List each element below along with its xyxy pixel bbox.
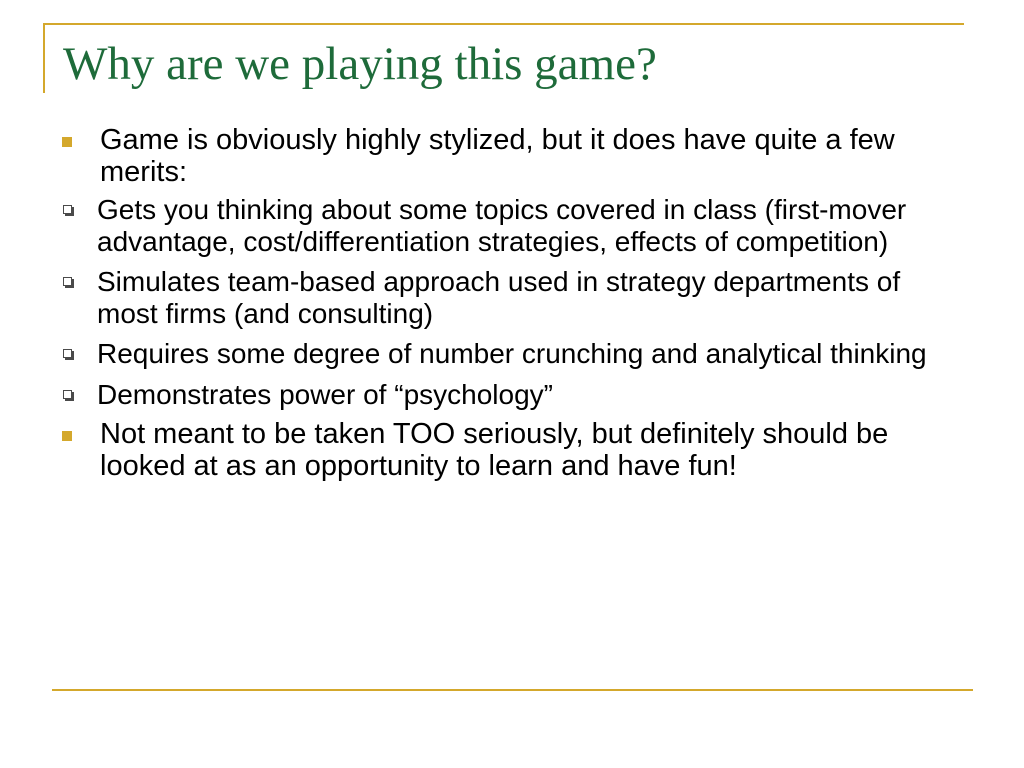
slide-content [60,125,960,486]
bullet-game-merits [60,125,960,188]
subbullet-text: Simulates team-based approach used in strategy departments of most firms (and consulting) [97,266,901,329]
subbullet-topics [60,194,960,257]
hollow-square-bullet-icon [63,277,72,286]
bullet-not-serious [60,419,960,482]
slide-title: Why are we playing this game? [63,38,657,90]
subbullet-text: Gets you thinking about some topics covered in class (first-mover advantage, cost/differentiation strategies, effects of competition) [97,194,907,257]
square-bullet-icon [62,431,72,441]
bullet-text: Not meant to be taken TOO seriously, but definitely should be looked at as an opportunity to learn and have fun! [100,418,889,482]
decorative-bottom-rule [52,689,973,691]
sublist-container [60,194,960,410]
subbullet-team-approach [60,266,960,329]
subbullet-text: Demonstrates power of “psychology” [97,378,553,410]
hollow-square-bullet-icon [63,390,72,399]
subbullet-text: Requires some degree of number crunching and analytical thinking [97,338,927,369]
merits-sublist [60,194,960,410]
hollow-square-bullet-icon [63,205,72,214]
decorative-vertical-rule [43,23,45,93]
subbullet-number-crunching [60,338,960,370]
hollow-square-bullet-icon [63,349,72,358]
square-bullet-icon [62,137,72,147]
decorative-top-rule [43,23,964,25]
bullet-text: Game is obviously highly stylized, but it does have quite a few merits: [100,124,895,188]
subbullet-psychology [60,379,960,411]
